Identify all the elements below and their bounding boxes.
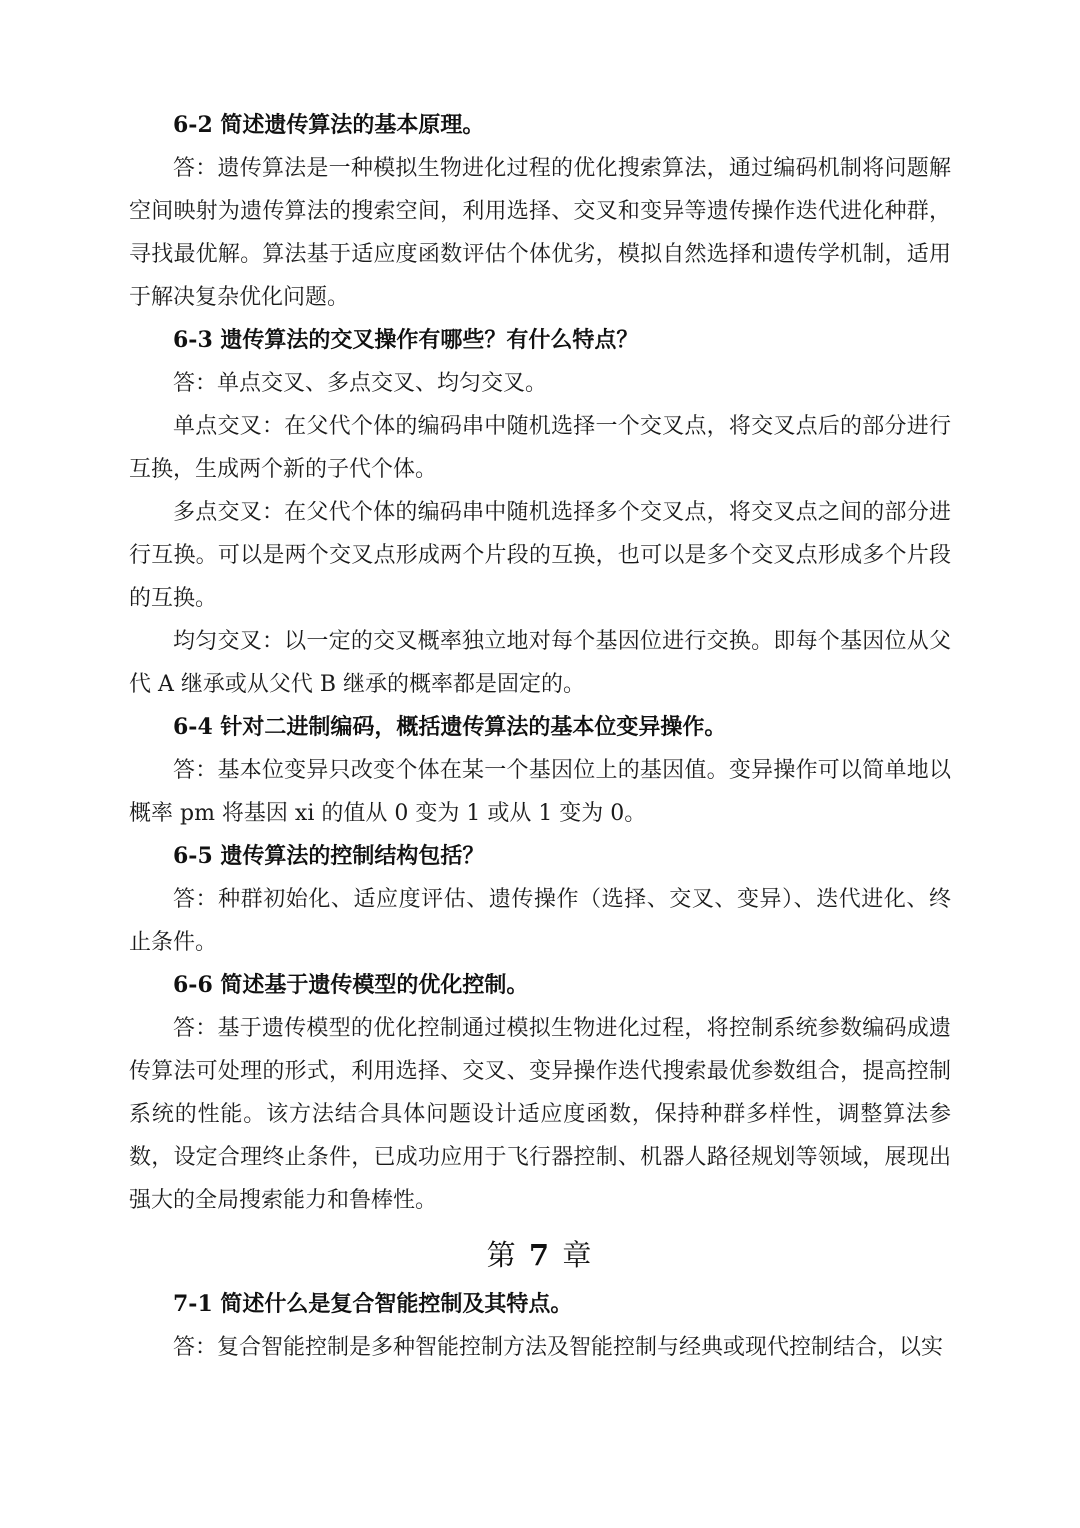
answer-6-2: 答：遗传算法是一种模拟生物进化过程的优化搜索算法，通过编码机制将问题解空间映射为遗传算法的搜索空间，利用选择、交叉和变异等遗传操作迭代进化种群，寻找最优解。算法基于适应度函数评估个体优劣，模拟自然选择和遗传学机制，适用于解决复杂优化问题。 [129, 156, 951, 310]
chapter-suffix: 章 [562, 1238, 594, 1272]
chapter-prefix: 第 [486, 1238, 518, 1272]
question-6-5: 6-5 遗传算法的控制结构包括？ [173, 843, 485, 869]
answer-6-6: 答：基于遗传模型的优化控制通过模拟生物进化过程，将控制系统参数编码成遗传算法可处理的形式，利用选择、交叉、变异操作迭代搜索最优参数组合，提高控制系统的性能。该方法结合具体问题设计适应度函数，保持种群多样性，调整算法参数，设定合理终止条件，已成功应用于飞行器控制、机器人路径规划等领域，展现出强大的全局搜索能力和鲁棒性。 [129, 1016, 951, 1213]
answer-6-3-single-point: 单点交叉：在父代个体的编码串中随机选择一个交叉点，将交叉点后的部分进行互换，生成两个新的子代个体。 [129, 414, 951, 482]
answer-7-1: 答：复合智能控制是多种智能控制方法及智能控制与经典或现代控制结合，以实 [173, 1335, 944, 1360]
question-6-6: 6-6 简述基于遗传模型的优化控制。 [173, 972, 529, 998]
question-6-3: 6-3 遗传算法的交叉操作有哪些？有什么特点？ [173, 327, 639, 353]
document-page [129, 104, 951, 1369]
chapter-heading [129, 1234, 951, 1277]
answer-6-3-multi-point: 多点交叉：在父代个体的编码串中随机选择多个交叉点，将交叉点之间的部分进行互换。可以是两个交叉点形成两个片段的互换，也可以是多个交叉点形成多个片段的互换。 [129, 500, 951, 611]
answer-6-3-uniform: 均匀交叉：以一定的交叉概率独立地对每个基因位进行交换。即每个基因位从父代 A 继承或从父代 B 继承的概率都是固定的。 [129, 629, 951, 697]
answer-6-3: 答：单点交叉、多点交叉、均匀交叉。 [173, 371, 548, 396]
answer-6-4: 答：基本位变异只改变个体在某一个基因位上的基因值。变异操作可以简单地以概率 pm 将基因 xi 的值从 0 变为 1 或从 1 变为 0。 [129, 758, 951, 826]
question-6-4: 6-4 针对二进制编码，概括遗传算法的基本位变异操作。 [173, 714, 727, 740]
chapter-number: 7 [528, 1238, 552, 1272]
question-7-1: 7-1 简述什么是复合智能控制及其特点。 [173, 1291, 573, 1317]
answer-6-5: 答：种群初始化、适应度评估、遗传操作（选择、交叉、变异）、迭代进化、终止条件。 [129, 887, 951, 955]
question-6-2: 6-2 简述遗传算法的基本原理。 [173, 112, 485, 138]
